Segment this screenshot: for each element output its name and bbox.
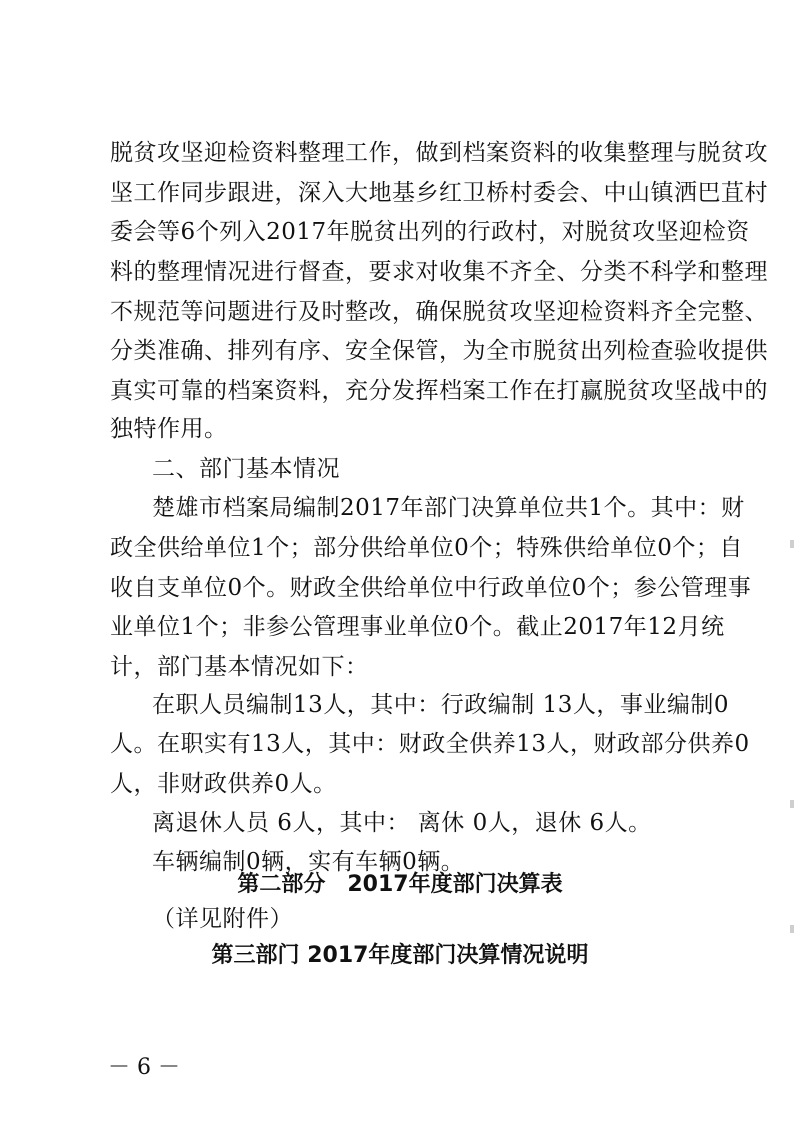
paragraph-line: 委会等6个列入2017年脱贫出列的行政村，对脱贫攻坚迎检资 [110,219,750,245]
paragraph-line: 业单位1个；非参公管理事业单位0个。截止2017年12月统 [110,614,725,640]
section-heading: 二、部门基本情况 [152,456,340,482]
paragraph-line: 人，非财政供养0人。 [110,771,337,797]
paragraph-line: 人。在职实有13人，其中：财政全供养13人，财政部分供养0 [110,731,750,757]
paragraph-line: 分类准确、排列有序、安全保管，为全市脱贫出列检查验收提供 [110,338,768,364]
part-three-heading: 第三部门 2017年度部门决算情况说明 [211,943,589,968]
paragraph-line: 收自支单位0个。财政全供给单位中行政单位0个；参公管理事 [110,575,752,601]
paragraph-line: 不规范等问题进行及时整改，确保脱贫攻坚迎检资料齐全完整、 [110,299,768,325]
paragraph-line: 真实可靠的档案资料，充分发挥档案工作在打赢脱贫攻坚战中的 [110,378,768,404]
paragraph-line: 楚雄市档案局编制2017年部门决算单位共1个。其中：财 [152,495,745,521]
scan-edge-mark [790,540,794,548]
paragraph-line: 坚工作同步跟进，深入大地基乡红卫桥村委会、中山镇洒巴苴村 [110,180,768,206]
page-number: － 6 － [108,1055,180,1080]
paragraph-line: 政全供给单位1个；部分供给单位0个；特殊供给单位0个；自 [110,535,743,561]
see-attachment-note: （详见附件） [152,906,293,932]
paragraph-line: 计，部门基本情况如下： [110,654,369,680]
paragraph-line: 车辆编制0辆，实有车辆0辆。 [152,849,465,875]
part-two-heading: 第二部分 2017年度部门决算表 [237,872,563,897]
paragraph-line: 料的整理情况进行督查，要求对收集不齐全、分类不科学和整理 [110,259,768,285]
scan-edge-mark [790,800,794,808]
scan-edge-mark [790,925,794,933]
paragraph-line: 离退休人员 6人，其中： 离休 0人，退休 6人。 [152,810,652,836]
paragraph-line: 脱贫攻坚迎检资料整理工作，做到档案资料的收集整理与脱贫攻 [110,140,768,166]
paragraph-line: 在职人员编制13人，其中：行政编制 13人，事业编制0 [152,692,729,718]
paragraph-line: 独特作用。 [110,416,228,442]
